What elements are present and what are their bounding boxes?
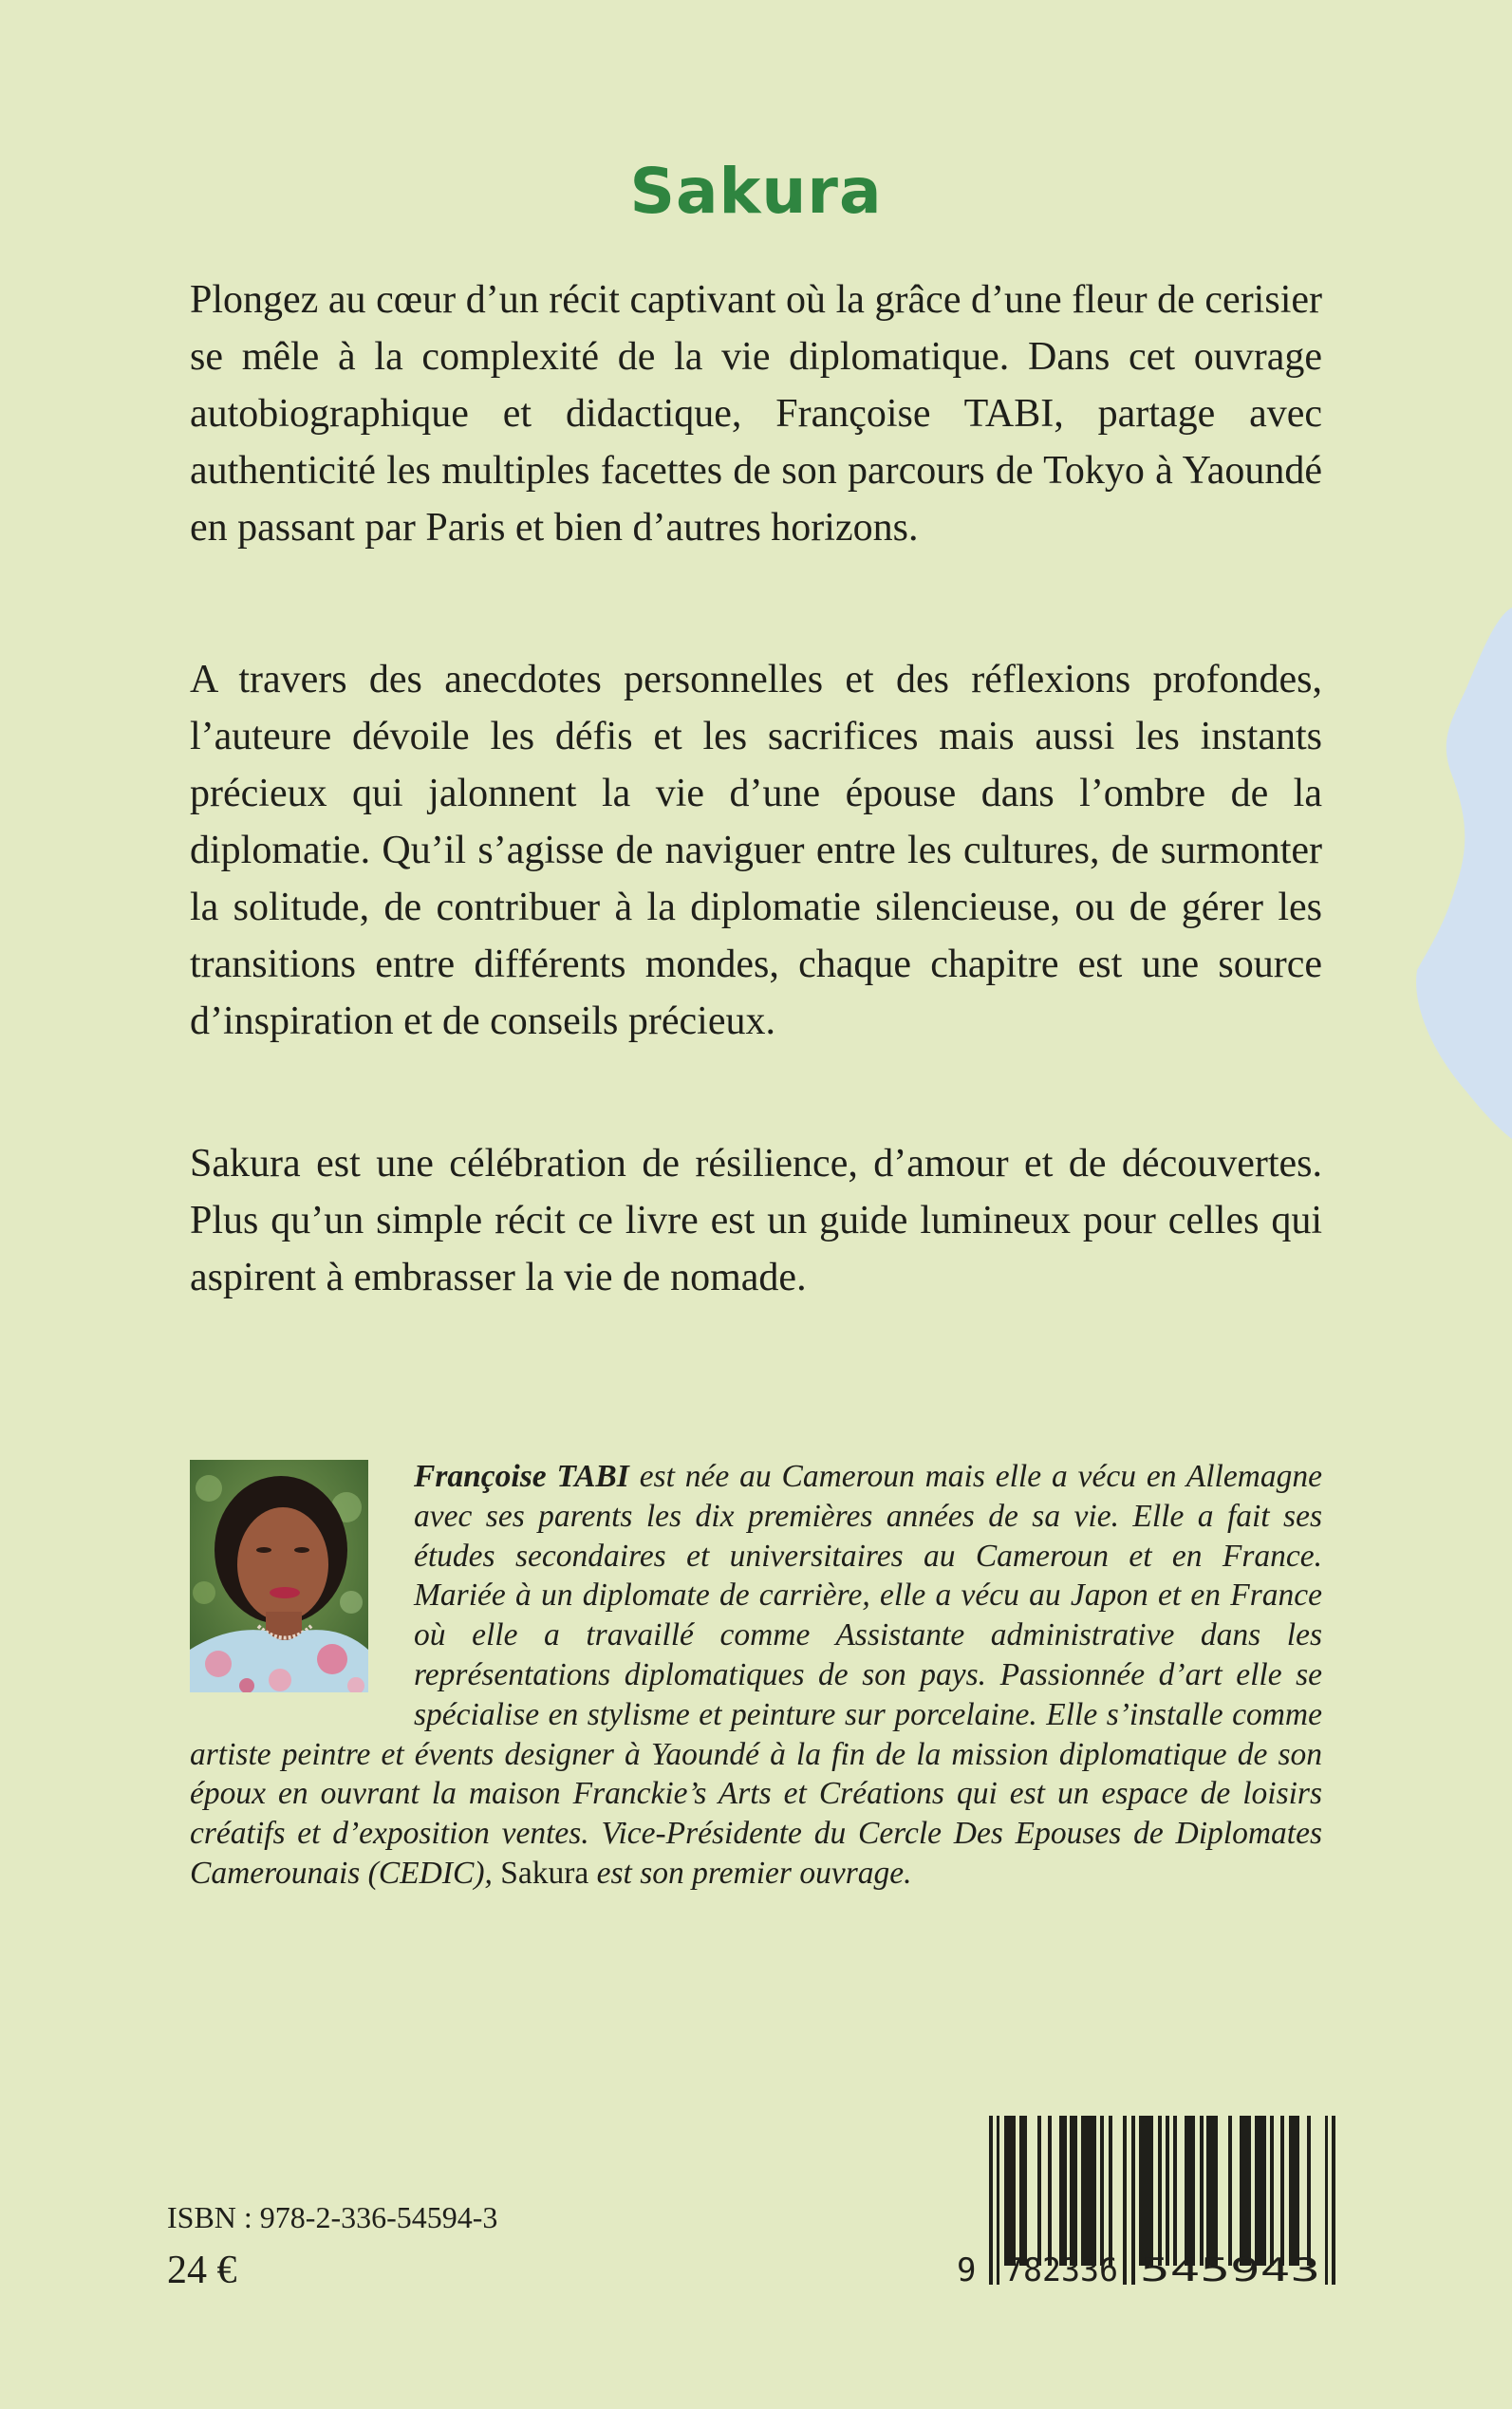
blurb-paragraph-1: Plongez au cœur d’un récit captivant où la grâce d’une fleur de cerisier se mêle à la complexité de la vie diplomatique. Dans cet ouvrage autobiographique et didactique, Françoise TABI, partage avec authenticité les multiples facettes de son parcours de Tokyo à Yaoundé en passant par Paris et bien d’autres horizons. xyxy=(190,278,1322,550)
isbn-label: ISBN : 978-2-336-54594-3 xyxy=(167,2200,498,2234)
barcode xyxy=(957,2095,1336,2285)
price-label: 24 € xyxy=(167,2249,237,2292)
book-title: Sakura xyxy=(629,155,883,229)
author-photo xyxy=(190,1460,368,1692)
barcode-first-digit: 9 xyxy=(957,2251,977,2285)
blue-wave-shape xyxy=(1416,607,1512,1139)
author-bio xyxy=(190,1457,1322,1894)
barcode-left-digits: 782336 xyxy=(1004,2251,1118,2285)
author-bio-part2: est son premier ouvrage. xyxy=(588,1855,912,1891)
barcode-right-digits: 545943 xyxy=(1140,2251,1320,2285)
book-title-reference: Sakura xyxy=(500,1855,589,1891)
blurb-paragraph-3: Sakura est une célébration de résilience, d’amour et de découvertes. Plus qu’un simple récit ce livre est un guide lumineux pour celles qui aspirent à embrasser la vie de nomade. xyxy=(190,1142,1322,1299)
author-bio-part1: est née au Cameroun mais elle a vécu en Allemagne avec ses parents les dix premières années de sa vie. Elle a fait ses études secondaires et universitaires au Cameroun et en France. Mariée à un diplomate de carrière, elle a vécu au Japon et en France où elle a travaillé comme Assistante administrative dans les représentations diplomatiques de son pays. Passionnée d’art elle se spécialise en stylisme et peinture sur porcelaine. Elle s’installe comme artiste peintre et évents designer à Yaoundé à la fin de la mission diplomatique de son époux en ouvrant la maison Franckie’s Arts et Créations qui est un espace de loisirs créatifs et d’exposition ventes. Vice-Présidente du Cercle Des Epouses de Diplomates Camerounais (CEDIC), xyxy=(190,1459,1322,1891)
author-name: Françoise TABI xyxy=(414,1459,629,1494)
blurb-paragraph-2: A travers des anecdotes personnelles et des réflexions profondes, l’auteure dévoile les défis et les sacrifices mais aussi les instants précieux qui jalonnent la vie d’une épouse dans l’ombre de la diplomatie. Qu’il s’agisse de naviguer entre les cultures, de surmonter la solitude, de contribuer à la diplomatie silencieuse, ou de gérer les transitions entre différents mondes, chaque chapitre est une source d’inspiration et de conseils précieux. xyxy=(190,658,1322,1043)
portrait-illustration xyxy=(190,1460,368,1692)
